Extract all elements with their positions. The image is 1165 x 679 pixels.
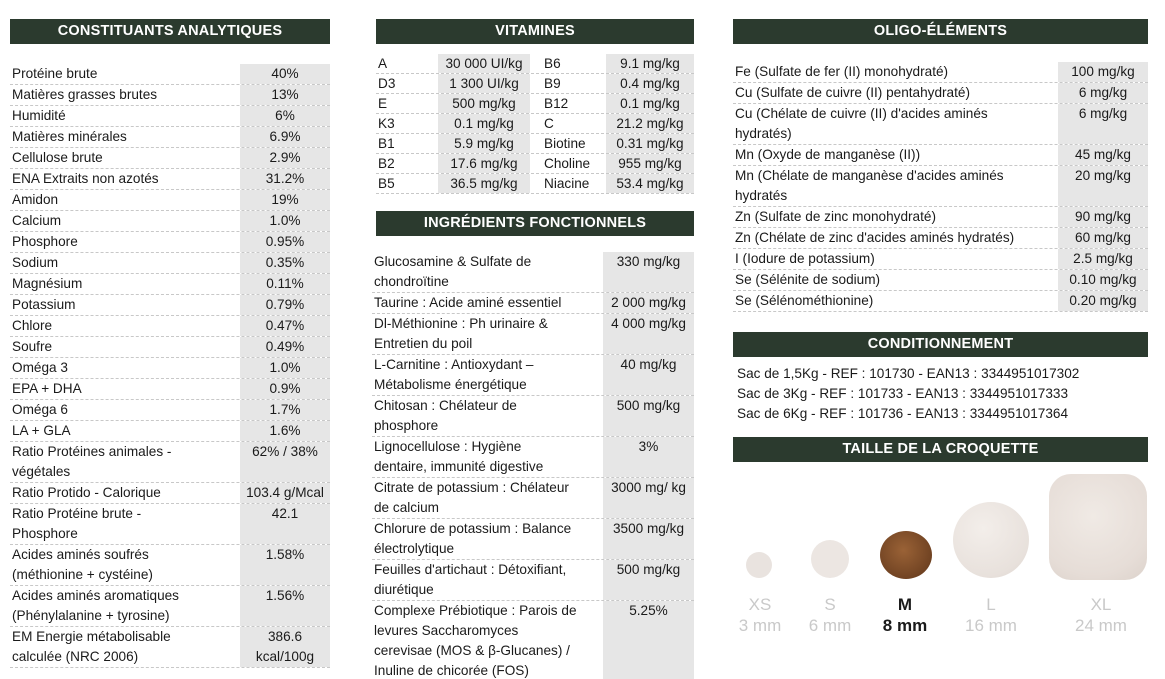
functional-row-label: L-Carnitine : Antioxydant – Métabolisme énergétique	[374, 357, 534, 392]
functional-row	[372, 601, 694, 679]
analytical-row	[10, 358, 330, 379]
analytical-row-label: Soufre	[12, 339, 53, 354]
functional-row	[372, 437, 694, 478]
vitamin-row	[376, 114, 694, 134]
functional-row-label: Chlorure de potassium : Balance électrolytique	[374, 521, 572, 556]
functional-row-value: 4 000 mg/kg	[603, 314, 694, 354]
functional-row	[372, 355, 694, 396]
kibble-xs-icon	[746, 552, 772, 578]
vitamin-name: Choline	[544, 156, 591, 171]
vitamin-value: 0.1 mg/kg	[606, 94, 694, 113]
analytical-row-label: Ratio Protido - Calorique	[12, 485, 161, 500]
functional-header: INGRÉDIENTS FONCTIONNELS	[376, 211, 694, 236]
oligo-header: OLIGO-ÉLÉMENTS	[733, 19, 1148, 44]
vitamin-name: B1	[378, 136, 395, 151]
vitamin-value: 0.4 mg/kg	[606, 74, 694, 93]
functional-row	[372, 252, 694, 293]
analytical-row	[10, 483, 330, 504]
oligo-row	[733, 249, 1148, 270]
oligo-row-value: 60 mg/kg	[1058, 228, 1148, 248]
vitamins-table	[376, 54, 694, 194]
vitamin-row	[376, 94, 694, 114]
kibble-label-s: S 6 mm	[808, 595, 852, 635]
oligo-row-label: Fe (Sulfate de fer (II) monohydraté)	[735, 64, 949, 79]
oligo-row-label: Se (Sélénite de sodium)	[735, 272, 881, 287]
analytical-row-label: ENA Extraits non azotés	[12, 171, 159, 186]
vitamin-value: 1 300 UI/kg	[438, 74, 530, 93]
vitamin-name: A	[378, 56, 388, 71]
analytical-row-label: Magnésium	[12, 276, 83, 291]
analytical-row-label: EPA + DHA	[12, 381, 82, 396]
kibble-label-l: L 16 mm	[965, 595, 1017, 635]
analytical-row	[10, 127, 330, 148]
analytical-row-label: Amidon	[12, 192, 59, 207]
functional-row-value: 3000 mg/ kg	[603, 478, 694, 518]
analytical-row	[10, 274, 330, 295]
analytical-row	[10, 253, 330, 274]
kibble-l-icon	[953, 502, 1029, 578]
functional-row-label: Complexe Prébiotique : Parois de levures Saccharomyces cerevisae (MOS & β-Glucanes) / Inuline de chicorée (FOS)	[374, 603, 577, 678]
analytical-row	[10, 400, 330, 421]
oligo-row-value: 6 mg/kg	[1058, 104, 1148, 144]
analytical-row-value: 0.95%	[240, 232, 330, 252]
analytical-row	[10, 169, 330, 190]
functional-row-value: 2 000 mg/kg	[603, 293, 694, 313]
analytical-row-value: 1.6%	[240, 421, 330, 441]
vitamin-name: B9	[544, 76, 561, 91]
analytical-row-value: 1.0%	[240, 358, 330, 378]
oligo-row	[733, 166, 1148, 207]
analytical-header: CONSTITUANTS ANALYTIQUES	[10, 19, 330, 44]
analytical-row	[10, 442, 330, 483]
functional-row-value: 500 mg/kg	[603, 396, 694, 436]
functional-row-label: Glucosamine & Sulfate de chondroïtine	[374, 254, 532, 289]
analytical-row-label: Acides aminés aromatiques (Phénylalanine + tyrosine)	[12, 588, 179, 623]
analytical-row-value: 1.56%	[240, 586, 330, 626]
vitamin-row	[376, 54, 694, 74]
functional-row-value: 5.25%	[603, 601, 694, 679]
analytical-row	[10, 316, 330, 337]
functional-row-label: Lignocellulose : Hygiène dentaire, immunité digestive	[374, 439, 544, 474]
oligo-row-label: Mn (Oxyde de manganèse (II))	[735, 147, 921, 162]
analytical-row-label: Matières grasses brutes	[12, 87, 158, 102]
analytical-row	[10, 211, 330, 232]
oligo-row-label: I (Iodure de potassium)	[735, 251, 875, 266]
functional-row	[372, 396, 694, 437]
vitamin-name: B2	[378, 156, 395, 171]
vitamin-name: B6	[544, 56, 561, 71]
analytical-row	[10, 85, 330, 106]
vitamin-name: Biotine	[544, 136, 586, 151]
analytical-row-value: 6.9%	[240, 127, 330, 147]
functional-row-value: 3500 mg/kg	[603, 519, 694, 559]
vitamin-value: 500 mg/kg	[438, 94, 530, 113]
oligo-row-value: 45 mg/kg	[1058, 145, 1148, 165]
analytical-row-label: LA + GLA	[12, 423, 71, 438]
analytical-row-label: EM Energie métabolisable calculée (NRC 2006)	[12, 629, 171, 664]
analytical-row-label: Acides aminés soufrés (méthionine + cystéine)	[12, 547, 153, 582]
vitamin-value: 36.5 mg/kg	[438, 174, 530, 193]
vitamin-value: 0.31 mg/kg	[606, 134, 694, 153]
analytical-row-label: Sodium	[12, 255, 59, 270]
functional-row	[372, 478, 694, 519]
analytical-row	[10, 504, 330, 545]
vitamin-value: 53.4 mg/kg	[606, 174, 694, 193]
oligo-row-label: Cu (Chélate de cuivre (II) d'acides aminés hydratés)	[735, 106, 988, 141]
analytical-row-value: 19%	[240, 190, 330, 210]
oligo-row-value: 100 mg/kg	[1058, 62, 1148, 82]
analytical-row-value: 31.2%	[240, 169, 330, 189]
functional-row	[372, 314, 694, 355]
packaging-line: Sac de 6Kg - REF : 101736 - EAN13 : 3344951017364	[737, 406, 1069, 421]
analytical-row-value: 1.7%	[240, 400, 330, 420]
kibble-xl-icon	[1049, 474, 1147, 580]
analytical-row	[10, 232, 330, 253]
analytical-row-label: Cellulose brute	[12, 150, 103, 165]
vitamin-value: 30 000 UI/kg	[438, 54, 530, 73]
oligo-row	[733, 207, 1148, 228]
functional-row-value: 40 mg/kg	[603, 355, 694, 395]
analytical-row-value: 62% / 38%	[240, 442, 330, 482]
kibble-label-xl: XL 24 mm	[1075, 595, 1127, 635]
functional-row-value: 3%	[603, 437, 694, 477]
analytical-row-value: 0.49%	[240, 337, 330, 357]
analytical-row-value: 13%	[240, 85, 330, 105]
vitamin-name: K3	[378, 116, 395, 131]
oligo-table	[733, 62, 1148, 312]
kibble-s-icon	[811, 540, 849, 578]
kibble-sizes	[733, 470, 1153, 675]
analytical-row	[10, 379, 330, 400]
analytical-row	[10, 421, 330, 442]
analytical-row-value: 42.1	[240, 504, 330, 544]
analytical-row-value: 103.4 g/Mcal	[240, 483, 330, 503]
analytical-row-value: 1.58%	[240, 545, 330, 585]
vitamins-header: VITAMINES	[376, 19, 694, 44]
vitamin-name: Niacine	[544, 176, 590, 191]
functional-row-value: 500 mg/kg	[603, 560, 694, 600]
oligo-row-value: 20 mg/kg	[1058, 166, 1148, 206]
analytical-row-value: 0.47%	[240, 316, 330, 336]
analytical-row	[10, 337, 330, 358]
kibble-label-m: M 8 mm	[882, 595, 928, 635]
vitamin-value: 21.2 mg/kg	[606, 114, 694, 133]
analytical-row-label: Phosphore	[12, 234, 78, 249]
analytical-row-label: Calcium	[12, 213, 62, 228]
oligo-row	[733, 228, 1148, 249]
oligo-row-label: Zn (Chélate de zinc d'acides aminés hydratés)	[735, 230, 1015, 245]
functional-row	[372, 293, 694, 314]
kibble-m-icon	[880, 531, 932, 579]
functional-row-label: Chitosan : Chélateur de phosphore	[374, 398, 517, 433]
vitamin-value: 0.1 mg/kg	[438, 114, 530, 133]
vitamin-value: 9.1 mg/kg	[606, 54, 694, 73]
vitamin-row	[376, 74, 694, 94]
oligo-row-label: Se (Sélénométhionine)	[735, 293, 874, 308]
functional-row-label: Taurine : Acide aminé essentiel	[374, 295, 562, 310]
kibble-header: TAILLE DE LA CROQUETTE	[733, 437, 1148, 462]
analytical-table	[10, 64, 330, 668]
functional-row	[372, 560, 694, 601]
analytical-row-value: 0.35%	[240, 253, 330, 273]
functional-row-label: Dl-Méthionine : Ph urinaire & Entretien du poil	[374, 316, 548, 351]
analytical-row	[10, 586, 330, 627]
vitamin-row	[376, 174, 694, 194]
analytical-row-value: 0.11%	[240, 274, 330, 294]
oligo-row-label: Cu (Sulfate de cuivre (II) pentahydraté)	[735, 85, 970, 100]
packaging-line: Sac de 3Kg - REF : 101733 - EAN13 : 3344951017333	[737, 386, 1069, 401]
vitamin-row	[376, 134, 694, 154]
packaging-list	[737, 364, 1079, 424]
analytical-row-label: Protéine brute	[12, 66, 98, 81]
functional-row-value: 330 mg/kg	[603, 252, 694, 292]
vitamin-name: D3	[378, 76, 396, 91]
packaging-header: CONDITIONNEMENT	[733, 332, 1148, 357]
oligo-row-value: 6 mg/kg	[1058, 83, 1148, 103]
vitamin-name: B5	[378, 176, 395, 191]
oligo-row-label: Zn (Sulfate de zinc monohydraté)	[735, 209, 936, 224]
analytical-row	[10, 295, 330, 316]
analytical-row-label: Chlore	[12, 318, 53, 333]
analytical-row	[10, 190, 330, 211]
analytical-row-value: 0.9%	[240, 379, 330, 399]
analytical-row-value: 40%	[240, 64, 330, 84]
analytical-row-label: Oméga 3	[12, 360, 68, 375]
analytical-row-value: 1.0%	[240, 211, 330, 231]
oligo-row	[733, 145, 1148, 166]
vitamin-value: 17.6 mg/kg	[438, 154, 530, 173]
analytical-row	[10, 106, 330, 127]
analytical-row	[10, 64, 330, 85]
oligo-row	[733, 270, 1148, 291]
vitamin-name: B12	[544, 96, 569, 111]
oligo-row	[733, 62, 1148, 83]
kibble-label-xs: XS 3 mm	[738, 595, 782, 635]
analytical-row-label: Humidité	[12, 108, 66, 123]
vitamin-row	[376, 154, 694, 174]
analytical-row-value: 386.6 kcal/100g	[240, 627, 330, 667]
analytical-row-label: Ratio Protéines animales - végétales	[12, 444, 172, 479]
packaging-line: Sac de 1,5Kg - REF : 101730 - EAN13 : 3344951017302	[737, 366, 1080, 381]
analytical-row	[10, 627, 330, 668]
oligo-row-value: 0.10 mg/kg	[1058, 270, 1148, 290]
oligo-row-value: 90 mg/kg	[1058, 207, 1148, 227]
analytical-row-value: 0.79%	[240, 295, 330, 315]
vitamin-value: 955 mg/kg	[606, 154, 694, 173]
functional-row-label: Feuilles d'artichaut : Détoxifiant, diurétique	[374, 562, 567, 597]
analytical-row-label: Oméga 6	[12, 402, 68, 417]
functional-row	[372, 519, 694, 560]
vitamin-value: 5.9 mg/kg	[438, 134, 530, 153]
oligo-row	[733, 291, 1148, 312]
analytical-row-value: 6%	[240, 106, 330, 126]
analytical-row-value: 2.9%	[240, 148, 330, 168]
analytical-row	[10, 545, 330, 586]
oligo-row-label: Mn (Chélate de manganèse d'acides aminés hydratés	[735, 168, 1004, 203]
analytical-row-label: Matières minérales	[12, 129, 127, 144]
functional-row-label: Citrate de potassium : Chélateur de calcium	[374, 480, 569, 515]
vitamin-name: E	[378, 96, 388, 111]
vitamin-name: C	[544, 116, 554, 131]
analytical-row-label: Potassium	[12, 297, 76, 312]
analytical-row	[10, 148, 330, 169]
oligo-row-value: 2.5 mg/kg	[1058, 249, 1148, 269]
oligo-row	[733, 83, 1148, 104]
analytical-row-label: Ratio Protéine brute - Phosphore	[12, 506, 142, 541]
oligo-row	[733, 104, 1148, 145]
functional-table	[372, 252, 694, 679]
oligo-row-value: 0.20 mg/kg	[1058, 291, 1148, 311]
